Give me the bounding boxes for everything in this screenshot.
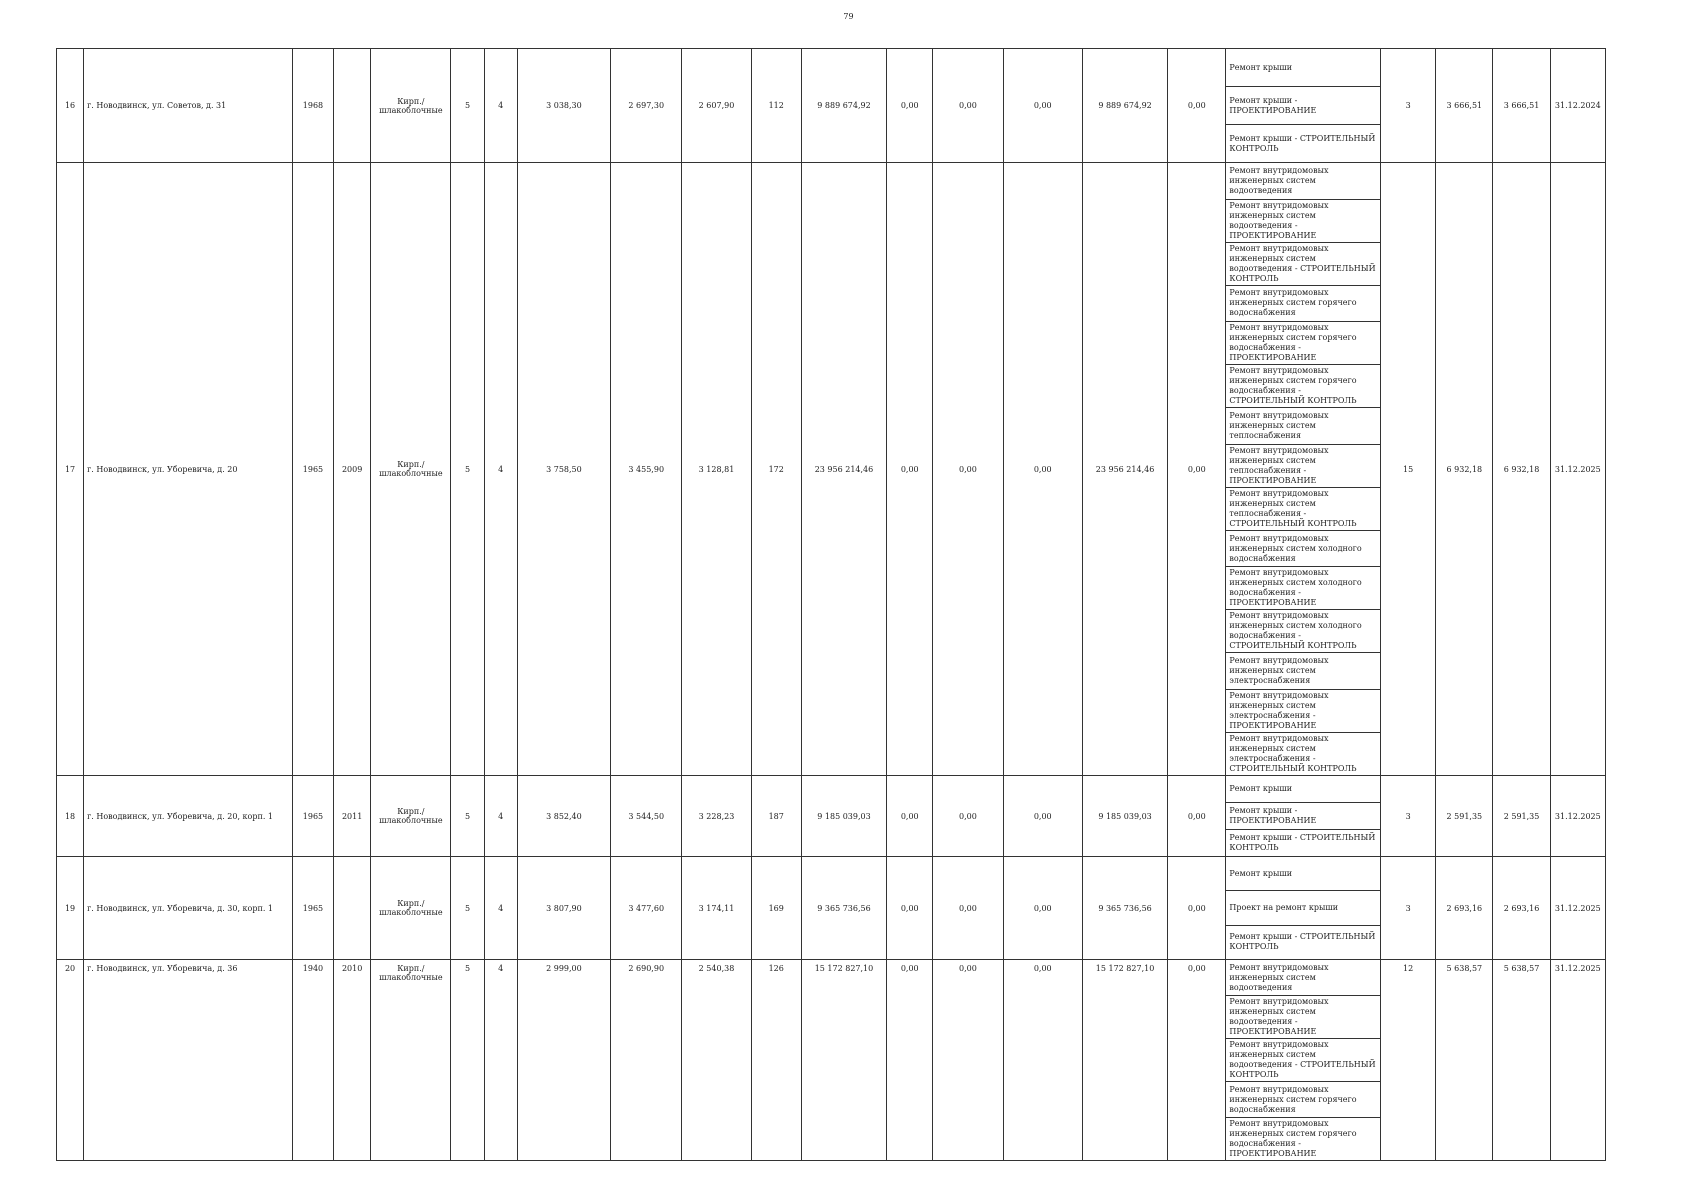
work-item: Ремонт внутридомовых инженерных систем холодного водоснабжения - СТРОИТЕЛЬНЫЙ КОНТРОЛЬ xyxy=(1226,610,1380,653)
cell-unit-cost: 2 591,35 xyxy=(1436,776,1493,857)
cell-fund1: 0,00 xyxy=(887,163,933,776)
cell-year-renov: 2011 xyxy=(334,776,371,857)
cell-area-a: 2 697,30 xyxy=(611,49,682,163)
work-item: Ремонт внутридомовых инженерных систем водоотведения - СТРОИТЕЛЬНЫЙ КОНТРОЛЬ xyxy=(1226,1039,1380,1082)
cell-area-total: 3 852,40 xyxy=(517,776,610,857)
cell-floors: 5 xyxy=(451,163,484,776)
work-item: Ремонт внутридомовых инженерных систем горячего водоснабжения - СТРОИТЕЛЬНЫЙ КОНТРОЛЬ xyxy=(1226,365,1380,408)
works-cell xyxy=(1226,776,1381,857)
cell-num: 17 xyxy=(57,163,84,776)
work-item: Ремонт крыши xyxy=(1226,857,1380,891)
cell-area-b: 3 228,23 xyxy=(682,776,751,857)
table-row xyxy=(57,857,1606,960)
cell-area-total: 3 038,30 xyxy=(517,49,610,163)
cell-floors: 5 xyxy=(451,776,484,857)
cell-num: 20 xyxy=(57,960,84,1161)
cell-count: 3 xyxy=(1381,49,1436,163)
cell-year-built: 1968 xyxy=(292,49,333,163)
cell-year-built: 1965 xyxy=(292,776,333,857)
works-cell xyxy=(1226,163,1381,776)
cell-area-a: 3 544,50 xyxy=(611,776,682,857)
cell-wall: Кирп./ шлакоблочные xyxy=(371,163,451,776)
cell-fund3: 0,00 xyxy=(1003,163,1082,776)
cell-residents: 172 xyxy=(751,163,801,776)
cell-fund1: 0,00 xyxy=(887,776,933,857)
cell-max-cost: 5 638,57 xyxy=(1493,960,1550,1161)
work-item: Ремонт внутридомовых инженерных систем горячего водоснабжения xyxy=(1226,1082,1380,1118)
cell-num: 19 xyxy=(57,857,84,960)
cell-unit-cost: 6 932,18 xyxy=(1436,163,1493,776)
cell-area-a: 3 477,60 xyxy=(611,857,682,960)
table-row xyxy=(57,960,1606,1161)
cell-fund3: 0,00 xyxy=(1003,49,1082,163)
cell-area-total: 3 758,50 xyxy=(517,163,610,776)
cell-wall: Кирп./ шлакоблочные xyxy=(371,49,451,163)
cell-cost-total: 9 185 039,03 xyxy=(801,776,886,857)
cell-unit-cost: 3 666,51 xyxy=(1436,49,1493,163)
cell-area-total: 2 999,00 xyxy=(517,960,610,1161)
cell-residents: 126 xyxy=(751,960,801,1161)
cell-deadline: 31.12.2025 xyxy=(1550,776,1605,857)
page-number: 79 xyxy=(843,12,854,21)
work-item: Ремонт внутридомовых инженерных систем теплоснабжения - СТРОИТЕЛЬНЫЙ КОНТРОЛЬ xyxy=(1226,488,1380,531)
work-item: Ремонт крыши - СТРОИТЕЛЬНЫЙ КОНТРОЛЬ xyxy=(1229,932,1376,952)
work-item: Ремонт крыши - ПРОЕКТИРОВАНИЕ xyxy=(1226,87,1380,125)
cell-year-built: 1965 xyxy=(292,857,333,960)
cell-unit-cost: 5 638,57 xyxy=(1436,960,1493,1161)
work-item: Ремонт внутридомовых инженерных систем горячего водоснабжения - ПРОЕКТИРОВАНИЕ xyxy=(1229,1119,1357,1158)
cell-entrances: 4 xyxy=(484,776,517,857)
cell-year-renov: 2010 xyxy=(334,960,371,1161)
cell-address: г. Новодвинск, ул. Уборевича, д. 30, корп. 1 xyxy=(84,857,293,960)
work-item: Ремонт внутридомовых инженерных систем водоотведения - ПРОЕКТИРОВАНИЕ xyxy=(1226,996,1380,1039)
cell-area-total: 3 807,90 xyxy=(517,857,610,960)
cell-address: г. Новодвинск, ул. Уборевича, д. 20 xyxy=(84,163,293,776)
table-row xyxy=(57,776,1606,857)
cell-area-b: 3 174,11 xyxy=(682,857,751,960)
work-item: Ремонт крыши xyxy=(1226,776,1380,803)
cell-wall: Кирп./ шлакоблочные xyxy=(371,960,451,1161)
work-item: Ремонт внутридомовых инженерных систем теплоснабжения xyxy=(1226,408,1380,445)
cell-address: г. Новодвинск, ул. Уборевича, д. 36 xyxy=(84,960,293,1161)
cell-max-cost: 3 666,51 xyxy=(1493,49,1550,163)
cell-entrances: 4 xyxy=(484,163,517,776)
table-row xyxy=(57,49,1606,163)
cell-wall: Кирп./ шлакоблочные xyxy=(371,857,451,960)
work-item: Ремонт внутридомовых инженерных систем электроснабжения xyxy=(1226,653,1380,690)
cell-num: 16 xyxy=(57,49,84,163)
cell-deadline: 31.12.2025 xyxy=(1550,857,1605,960)
cell-entrances: 4 xyxy=(484,49,517,163)
cell-fund3: 0,00 xyxy=(1003,776,1082,857)
cell-count: 3 xyxy=(1381,857,1436,960)
cell-fund2: 0,00 xyxy=(933,857,1003,960)
cell-fund2: 0,00 xyxy=(933,49,1003,163)
cell-area-b: 3 128,81 xyxy=(682,163,751,776)
cell-year-built: 1965 xyxy=(292,163,333,776)
register-table xyxy=(56,48,1606,1161)
work-item: Ремонт внутридомовых инженерных систем холодного водоснабжения xyxy=(1226,531,1380,568)
work-item: Ремонт внутридомовых инженерных систем горячего водоснабжения xyxy=(1226,286,1380,323)
work-item: Ремонт внутридомовых инженерных систем электроснабжения - ПРОЕКТИРОВАНИЕ xyxy=(1226,690,1380,733)
cell-fund-owners: 15 172 827,10 xyxy=(1082,960,1167,1161)
table-row xyxy=(57,163,1606,776)
cell-max-cost: 6 932,18 xyxy=(1493,163,1550,776)
cell-fund1: 0,00 xyxy=(887,857,933,960)
work-item: Ремонт внутридомовых инженерных систем водоотведения - СТРОИТЕЛЬНЫЙ КОНТРОЛЬ xyxy=(1226,243,1380,286)
cell-address: г. Новодвинск, ул. Уборевича, д. 20, корп. 1 xyxy=(84,776,293,857)
cell-cost-total: 9 889 674,92 xyxy=(801,49,886,163)
cell-count: 15 xyxy=(1381,163,1436,776)
work-item: Ремонт внутридомовых инженерных систем теплоснабжения - ПРОЕКТИРОВАНИЕ xyxy=(1226,445,1380,488)
cell-fund2: 0,00 xyxy=(933,163,1003,776)
cell-fund-other: 0,00 xyxy=(1168,960,1226,1161)
cell-area-b: 2 607,90 xyxy=(682,49,751,163)
cell-address: г. Новодвинск, ул. Советов, д. 31 xyxy=(84,49,293,163)
cell-fund-other: 0,00 xyxy=(1168,49,1226,163)
works-cell xyxy=(1226,960,1381,1161)
work-item: Ремонт внутридомовых инженерных систем холодного водоснабжения - ПРОЕКТИРОВАНИЕ xyxy=(1226,567,1380,610)
cell-year-renov: 2009 xyxy=(334,163,371,776)
cell-deadline: 31.12.2025 xyxy=(1550,163,1605,776)
work-item: Ремонт крыши - ПРОЕКТИРОВАНИЕ xyxy=(1226,803,1380,830)
cell-fund1: 0,00 xyxy=(887,960,933,1161)
cell-fund3: 0,00 xyxy=(1003,960,1082,1161)
cell-area-b: 2 540,38 xyxy=(682,960,751,1161)
cell-fund-owners: 23 956 214,46 xyxy=(1082,163,1167,776)
cell-deadline: 31.12.2024 xyxy=(1550,49,1605,163)
cell-entrances: 4 xyxy=(484,857,517,960)
cell-fund-owners: 9 365 736,56 xyxy=(1082,857,1167,960)
cell-area-a: 3 455,90 xyxy=(611,163,682,776)
cell-fund-other: 0,00 xyxy=(1168,776,1226,857)
cell-residents: 187 xyxy=(751,776,801,857)
works-cell xyxy=(1226,49,1381,163)
work-item: Ремонт крыши - СТРОИТЕЛЬНЫЙ КОНТРОЛЬ xyxy=(1229,833,1376,852)
cell-count: 12 xyxy=(1381,960,1436,1161)
cell-residents: 112 xyxy=(751,49,801,163)
cell-year-built: 1940 xyxy=(292,960,333,1161)
cell-num: 18 xyxy=(57,776,84,857)
cell-fund-owners: 9 185 039,03 xyxy=(1082,776,1167,857)
cell-cost-total: 9 365 736,56 xyxy=(801,857,886,960)
work-item: Проект на ремонт крыши xyxy=(1226,891,1380,925)
cell-cost-total: 15 172 827,10 xyxy=(801,960,886,1161)
cell-fund-owners: 9 889 674,92 xyxy=(1082,49,1167,163)
cell-cost-total: 23 956 214,46 xyxy=(801,163,886,776)
cell-deadline: 31.12.2025 xyxy=(1550,960,1605,1161)
work-item: Ремонт крыши xyxy=(1226,49,1380,87)
work-item: Ремонт внутридомовых инженерных систем электроснабжения - СТРОИТЕЛЬНЫЙ КОНТРОЛЬ xyxy=(1229,733,1357,773)
cell-year-renov xyxy=(334,857,371,960)
works-cell xyxy=(1226,857,1381,960)
cell-residents: 169 xyxy=(751,857,801,960)
cell-floors: 5 xyxy=(451,960,484,1161)
cell-fund3: 0,00 xyxy=(1003,857,1082,960)
work-item: Ремонт внутридомовых инженерных систем водоотведения xyxy=(1226,163,1380,200)
work-item: Ремонт внутридомовых инженерных систем водоотведения - ПРОЕКТИРОВАНИЕ xyxy=(1226,200,1380,243)
cell-unit-cost: 2 693,16 xyxy=(1436,857,1493,960)
cell-fund-other: 0,00 xyxy=(1168,857,1226,960)
cell-fund2: 0,00 xyxy=(933,960,1003,1161)
cell-max-cost: 2 693,16 xyxy=(1493,857,1550,960)
cell-wall: Кирп./ шлакоблочные xyxy=(371,776,451,857)
cell-floors: 5 xyxy=(451,49,484,163)
work-item: Ремонт внутридомовых инженерных систем горячего водоснабжения - ПРОЕКТИРОВАНИЕ xyxy=(1226,322,1380,365)
work-item: Ремонт крыши - СТРОИТЕЛЬНЫЙ КОНТРОЛЬ xyxy=(1229,133,1376,153)
cell-max-cost: 2 591,35 xyxy=(1493,776,1550,857)
work-item: Ремонт внутридомовых инженерных систем водоотведения xyxy=(1226,960,1380,996)
cell-year-renov xyxy=(334,49,371,163)
cell-fund-other: 0,00 xyxy=(1168,163,1226,776)
cell-fund1: 0,00 xyxy=(887,49,933,163)
cell-area-a: 2 690,90 xyxy=(611,960,682,1161)
cell-count: 3 xyxy=(1381,776,1436,857)
cell-entrances: 4 xyxy=(484,960,517,1161)
cell-floors: 5 xyxy=(451,857,484,960)
cell-fund2: 0,00 xyxy=(933,776,1003,857)
